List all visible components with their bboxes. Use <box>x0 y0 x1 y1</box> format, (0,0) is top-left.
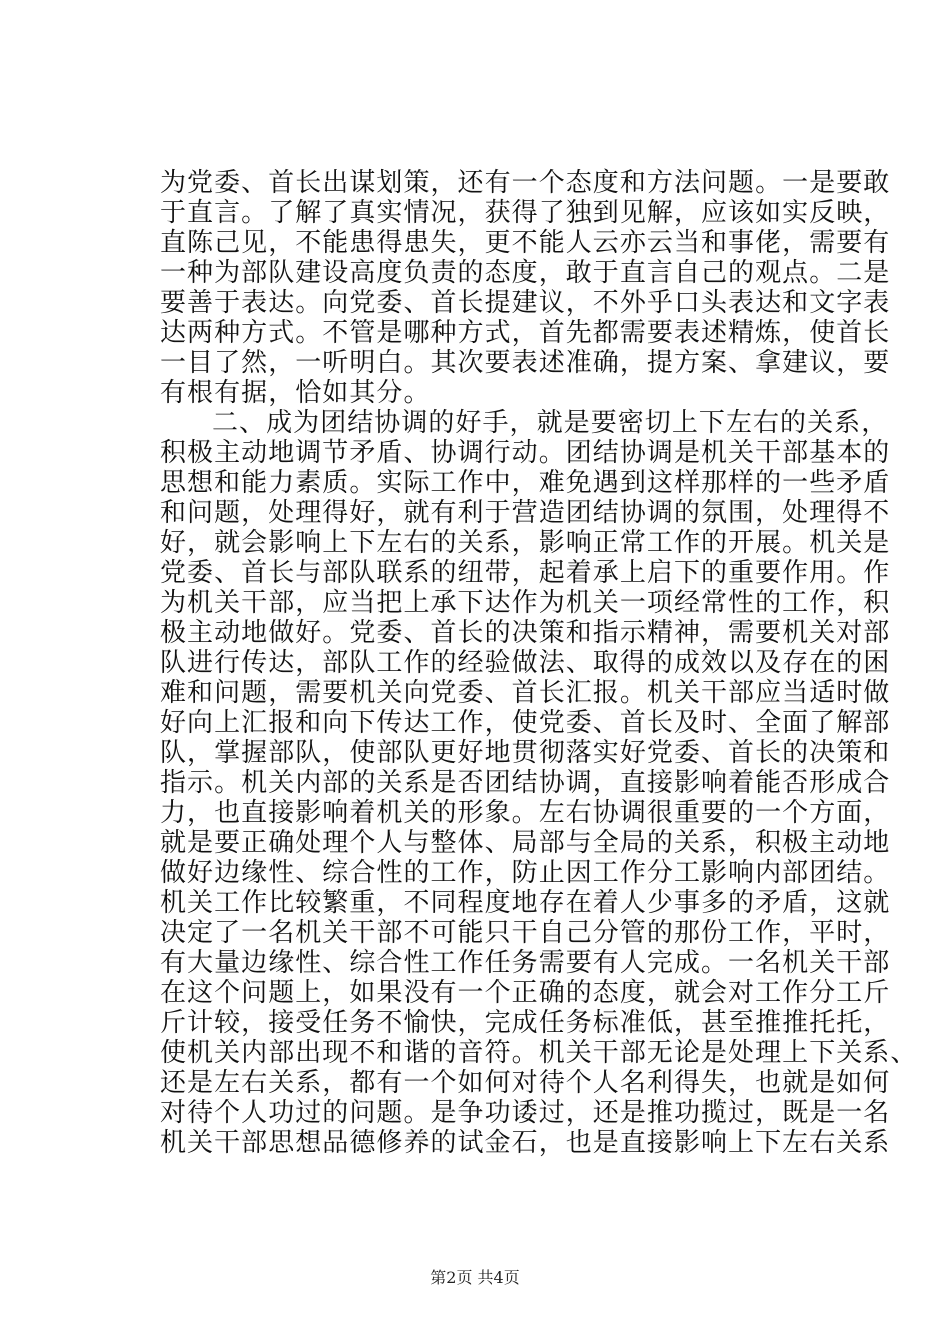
page-number-footer: 第2页 共4页 <box>430 1268 520 1287</box>
text-line: 决定了一名机关干部不可能只干自己分管的那份工作，平时， <box>160 918 891 948</box>
text-line: 还是左右关系，都有一个如何对待个人名利得失，也就是如何 <box>160 1068 891 1098</box>
text-line: 力，也直接影响着机关的形象。左右协调很重要的一个方面， <box>160 798 891 828</box>
text-line: 一种为部队建设高度负责的态度，敢于直言自己的观点。二是 <box>160 258 891 288</box>
text-line: 难和问题，需要机关向党委、首长汇报。机关干部应当适时做 <box>160 678 891 708</box>
text-line: 为机关干部，应当把上承下达作为机关一项经常性的工作，积 <box>160 588 891 618</box>
text-line: 队进行传达，部队工作的经验做法、取得的成效以及存在的困 <box>160 648 891 678</box>
text-line: 做好边缘性、综合性的工作，防止因工作分工影响内部团结。 <box>160 858 891 888</box>
text-line: 好，就会影响上下左右的关系，影响正常工作的开展。机关是 <box>160 528 891 558</box>
text-line: 有根有据，恰如其分。 <box>160 378 431 408</box>
text-line: 在这个问题上，如果没有一个正确的态度，就会对工作分工斤 <box>160 978 891 1008</box>
text-line: 党委、首长与部队联系的纽带，起着承上启下的重要作用。作 <box>160 558 891 588</box>
text-line: 机关干部思想品德修养的试金石，也是直接影响上下左右关系 <box>160 1128 891 1158</box>
text-line: 积极主动地调节矛盾、协调行动。团结协调是机关干部基本的 <box>160 438 891 468</box>
text-line: 达两种方式。不管是哪种方式，首先都需要表述精炼，使首长 <box>160 318 891 348</box>
text-line: 思想和能力素质。实际工作中，难免遇到这样那样的一些矛盾 <box>160 468 891 498</box>
text-line: 对待个人功过的问题。是争功诿过，还是推功揽过，既是一名 <box>160 1098 891 1128</box>
text-line: 机关工作比较繁重，不同程度地存在着人少事多的矛盾，这就 <box>160 888 891 918</box>
text-line: 有大量边缘性、综合性工作任务需要有人完成。一名机关干部 <box>160 948 891 978</box>
body-text <box>160 168 918 1158</box>
text-line: 要善于表达。向党委、首长提建议，不外乎口头表达和文字表 <box>160 288 891 318</box>
text-line: 指示。机关内部的关系是否团结协调，直接影响着能否形成合 <box>160 768 891 798</box>
text-line: 好向上汇报和向下传达工作，使党委、首长及时、全面了解部 <box>160 708 891 738</box>
text-line: 斤计较，接受任务不愉快，完成任务标准低，甚至推推托托， <box>160 1008 891 1038</box>
text-line: 队，掌握部队，使部队更好地贯彻落实好党委、首长的决策和 <box>160 738 891 768</box>
text-line: 为党委、首长出谋划策，还有一个态度和方法问题。一是要敢 <box>160 168 891 198</box>
text-line: 和问题，处理得好，就有利于营造团结协调的氛围，处理得不 <box>160 498 891 528</box>
text-line: 直陈己见，不能患得患失，更不能人云亦云当和事佬，需要有 <box>160 228 891 258</box>
text-line: 使机关内部出现不和谐的音符。机关干部无论是处理上下关系、 <box>160 1038 918 1068</box>
text-line: 于直言。了解了真实情况，获得了独到见解，应该如实反映， <box>160 198 891 228</box>
text-line: 一目了然，一听明白。其次要表述准确，提方案、拿建议，要 <box>160 348 891 378</box>
paragraph-start-line: 二、成为团结协调的好手，就是要密切上下左右的关系， <box>212 408 889 438</box>
text-line: 就是要正确处理个人与整体、局部与全局的关系，积极主动地 <box>160 828 891 858</box>
text-line: 极主动地做好。党委、首长的决策和指示精神，需要机关对部 <box>160 618 891 648</box>
